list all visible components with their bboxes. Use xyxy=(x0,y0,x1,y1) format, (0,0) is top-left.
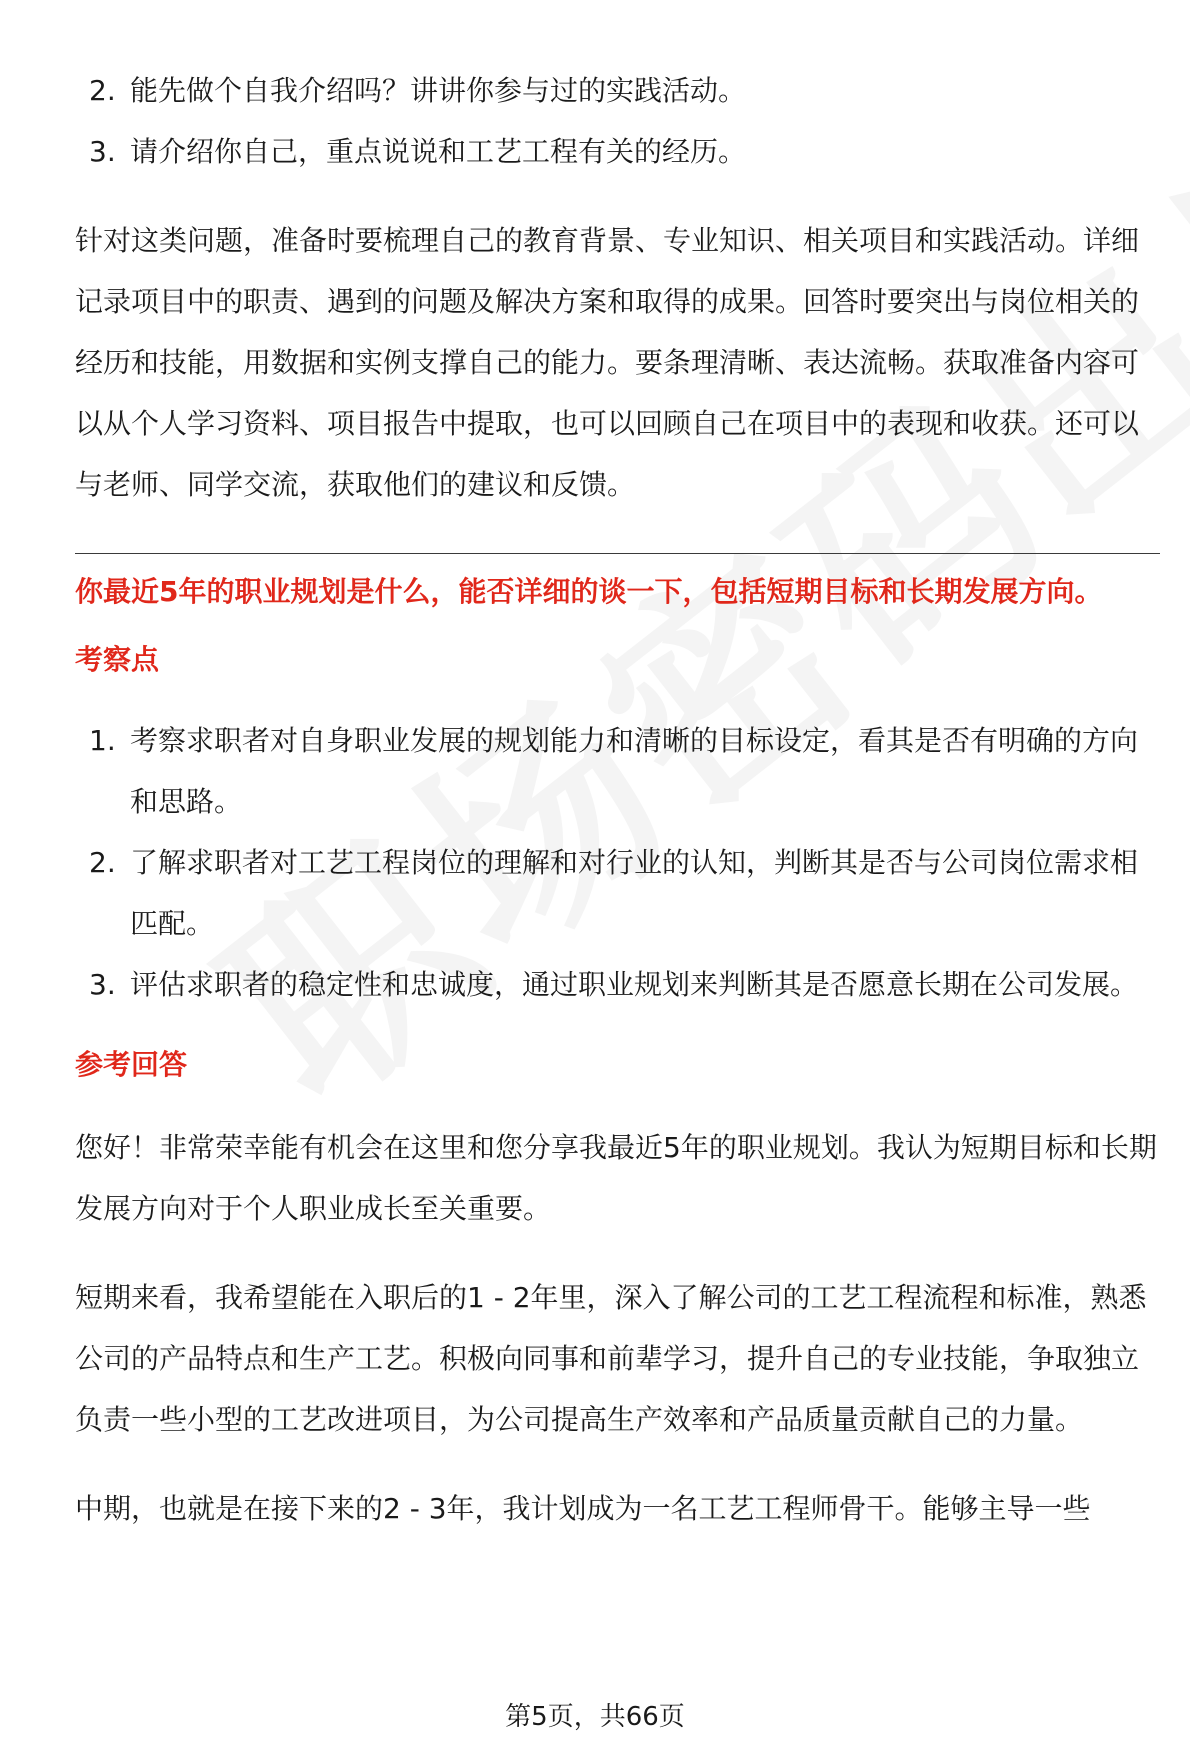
page-content xyxy=(75,60,1160,1539)
intro-paragraph: 针对这类问题，准备时要梳理自己的教育背景、专业知识、相关项目和实践活动。详细记录项目中的职责、遇到的问题及解决方案和取得的成果。回答时要突出与岗位相关的经历和技能，用数据和实例支撑自己的能力。要条理清晰、表达流畅。获取准备内容可以从个人学习资料、项目报告中提取，也可以回顾自己在项目中的表现和收获。还可以与老师、同学交流，获取他们的建议和反馈。 xyxy=(75,224,1140,501)
list-text: 请介绍你自己，重点说说和工艺工程有关的经历。 xyxy=(130,135,747,168)
list-number: 2. xyxy=(89,846,116,879)
list-number: 2. xyxy=(89,74,116,107)
answer-paragraph: 短期来看，我希望能在入职后的1 - 2年里，深入了解公司的工艺工程流程和标准，熟悉公司的产品特点和生产工艺。积极向同事和前辈学习，提升自己的专业技能，争取独立负责一些小型的工艺改进项目，为公司提高生产效率和产品质量贡献自己的力量。 xyxy=(75,1281,1147,1436)
answer-paragraph: 中期，也就是在接下来的2 - 3年，我计划成为一名工艺工程师骨干。能够主导一些 xyxy=(75,1492,1091,1525)
list-text: 了解求职者对工艺工程岗位的理解和对行业的认知，判断其是否与公司岗位需求相匹配。 xyxy=(130,846,1139,940)
top-list xyxy=(75,60,1160,182)
exam-points-heading: 考察点 xyxy=(75,643,160,676)
exam-points-list xyxy=(75,710,1160,1015)
list-text: 能先做个自我介绍吗？讲讲你参与过的实践活动。 xyxy=(130,74,747,107)
section-divider xyxy=(75,553,1160,554)
list-text: 评估求职者的稳定性和忠诚度，通过职业规划来判断其是否愿意长期在公司发展。 xyxy=(130,968,1139,1001)
answer-heading: 参考回答 xyxy=(75,1048,188,1081)
page-footer: 第5页，共66页 xyxy=(505,1702,685,1732)
list-item xyxy=(75,121,1160,182)
list-number: 1. xyxy=(89,724,116,757)
list-item xyxy=(75,954,1160,1015)
list-number: 3. xyxy=(89,135,116,168)
list-number: 3. xyxy=(89,968,116,1001)
question-heading: 你最近5年的职业规划是什么，能否详细的谈一下，包括短期目标和长期发展方向。 xyxy=(75,575,1103,608)
answer-paragraph: 您好！非常荣幸能有机会在这里和您分享我最近5年的职业规划。我认为短期目标和长期发展方向对于个人职业成长至关重要。 xyxy=(75,1131,1157,1225)
list-item xyxy=(75,832,1160,954)
list-item xyxy=(75,710,1160,832)
list-item xyxy=(75,60,1160,121)
list-text: 考察求职者对自身职业发展的规划能力和清晰的目标设定，看其是否有明确的方向和思路。 xyxy=(130,724,1139,818)
